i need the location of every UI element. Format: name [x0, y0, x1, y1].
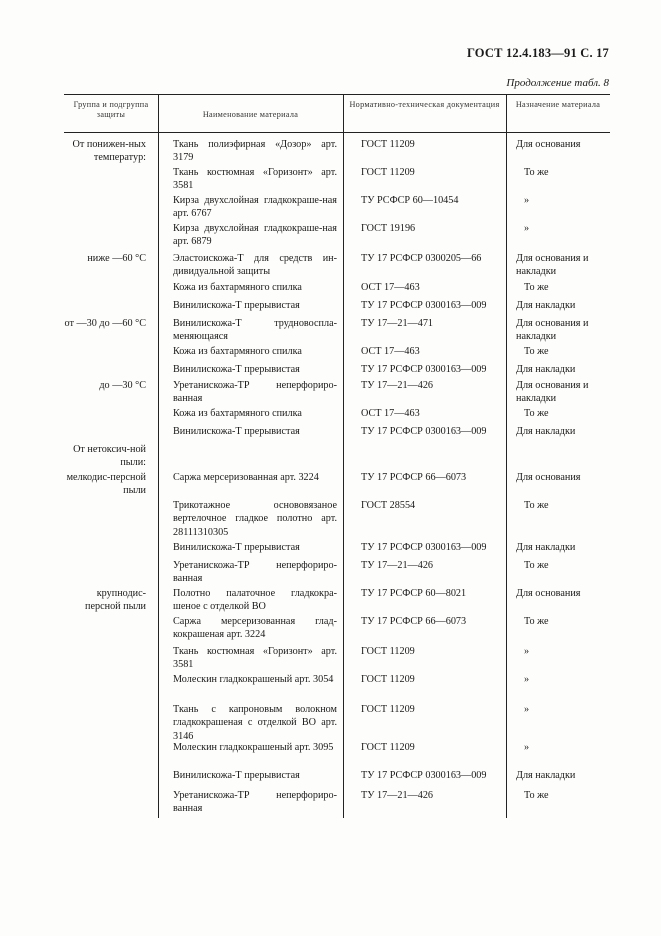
row-purpose: » — [524, 223, 530, 234]
header-purpose: Назначение материала — [515, 100, 601, 109]
row-document: ГОСТ 19196 — [361, 223, 416, 234]
row-group-cell: От понижен-ных температур: — [72, 139, 146, 164]
row-purpose: Для основания — [516, 472, 581, 483]
row-material-name: Уретанискожа-ТР неперфориро-ванная — [173, 380, 337, 405]
row-material-name: Саржа мерсеризованная глад-кокрашеная арт. 3224 — [173, 616, 337, 641]
row-purpose: » — [524, 195, 530, 206]
row-material-name: Винилискожа-Т прерывистая — [173, 770, 300, 781]
header-doc: Нормативно-техническая документация — [349, 100, 500, 109]
row-purpose: » — [524, 742, 530, 753]
row-purpose: То же — [524, 346, 549, 357]
row-document: ГОСТ 11209 — [361, 742, 415, 753]
row-purpose: Для основания — [516, 588, 581, 599]
row-document: ТУ 17—21—426 — [361, 380, 434, 391]
row-document: ТУ 17 РСФСР 0300163—009 — [361, 364, 487, 375]
row-document: ТУ 17—21—471 — [361, 318, 434, 329]
materials-table — [64, 94, 610, 818]
row-material-name: Эластоискожа-Т для средств ин-дивидуальной защиты — [173, 253, 337, 278]
column-divider — [158, 94, 159, 818]
row-material-name: Саржа мерсеризованная арт. 3224 — [173, 472, 319, 483]
row-material-name: Кожа из бахтармяного спилка — [173, 346, 302, 357]
row-material-name: Ткань костюмная «Горизонт» арт. 3581 — [173, 646, 337, 671]
row-material-name: Винилискожа-Т прерывистая — [173, 364, 300, 375]
row-document: ОСТ 17—463 — [361, 408, 420, 419]
row-purpose: Для накладки — [516, 364, 576, 375]
row-document: ТУ 17 РСФСР 0300163—009 — [361, 770, 487, 781]
row-document: ТУ РСФСР 60—10454 — [361, 195, 459, 206]
row-group-cell: до —30 °С — [99, 380, 146, 391]
page-header: ГОСТ 12.4.183—91 С. 17 — [466, 46, 609, 60]
row-material-name: Винилискожа-Т трудновоспла-меняющаяся — [173, 318, 337, 343]
row-material-name: Молескин гладкокрашеный арт. 3054 — [173, 674, 334, 685]
row-material-name: Уретанискожа-ТР неперфориро-ванная — [173, 790, 337, 815]
row-material-name: Кожа из бахтармяного спилка — [173, 408, 302, 419]
row-material-name: Ткань с капроновым волокном гладкокрашеная с отделкой ВО арт. 3146 — [173, 704, 337, 742]
row-group-cell: от —30 до —60 °С — [64, 318, 146, 329]
row-material-name: Трикотажное основовязаное вертелочное гладкое полотно арт. 28111310305 — [173, 500, 337, 538]
row-purpose: То же — [524, 616, 549, 627]
row-document: ТУ 17 РСФСР 0300163—009 — [361, 426, 487, 437]
row-purpose: » — [524, 704, 530, 715]
header-name: Наименование материала — [202, 110, 299, 119]
row-purpose: Для накладки — [516, 300, 576, 311]
row-purpose: Для накладки — [516, 542, 576, 553]
row-document: ТУ 17—21—426 — [361, 790, 434, 801]
row-material-name: Винилискожа-Т прерывистая — [173, 300, 300, 311]
header-bottom-rule — [64, 132, 610, 133]
row-purpose: То же — [524, 408, 549, 419]
row-document: ТУ 17—21—426 — [361, 560, 434, 571]
row-document: ТУ 17 РСФСР 66—6073 — [361, 616, 467, 627]
row-material-name: Винилискожа-Т прерывистая — [173, 426, 300, 437]
row-purpose: » — [524, 646, 530, 657]
row-purpose: » — [524, 674, 530, 685]
row-document: ТУ 17 РСФСР 0300163—009 — [361, 300, 487, 311]
row-purpose: Для основания и накладки — [516, 318, 589, 343]
row-purpose: Для основания и накладки — [516, 253, 589, 278]
row-group-cell: мелкодис-персной пыли — [66, 472, 146, 497]
row-document: ГОСТ 11209 — [361, 646, 415, 657]
row-purpose: То же — [524, 500, 549, 511]
row-material-name: Молескин гладкокрашеный арт. 3095 — [173, 742, 334, 753]
row-document: ТУ 17 РСФСР 66—6073 — [361, 472, 467, 483]
row-material-name: Винилискожа-Т прерывистая — [173, 542, 300, 553]
row-document: ТУ 17 РСФСР 60—8021 — [361, 588, 467, 599]
row-group-cell: крупнодис-персной пыли — [85, 588, 146, 613]
row-document: ГОСТ 11209 — [361, 139, 415, 150]
row-material-name: Ткань костюмная «Горизонт» арт. 3581 — [173, 167, 337, 192]
row-group-cell: ниже —60 °С — [87, 253, 146, 264]
row-document: ГОСТ 11209 — [361, 674, 415, 685]
row-material-name: Уретанискожа-ТР неперфориро-ванная — [173, 560, 337, 585]
row-purpose: То же — [524, 167, 549, 178]
row-material-name: Кожа из бахтармяного спилка — [173, 282, 302, 293]
row-material-name: Полотно палаточное гладкокра-шеное с отделкой ВО — [173, 588, 337, 613]
column-divider — [343, 94, 344, 818]
header-group: Группа и подгруппа защиты — [73, 100, 149, 120]
column-divider — [506, 94, 507, 818]
row-document: ГОСТ 11209 — [361, 704, 415, 715]
row-purpose: То же — [524, 790, 549, 801]
row-document: ГОСТ 11209 — [361, 167, 415, 178]
row-group-cell: От нетоксич-ной пыли: — [73, 444, 146, 469]
row-purpose: То же — [524, 560, 549, 571]
row-purpose: То же — [524, 282, 549, 293]
row-material-name: Кирза двухслойная гладкокраше-ная арт. 6767 — [173, 195, 337, 220]
row-document: ТУ 17 РСФСР 0300163—009 — [361, 542, 487, 553]
row-purpose: Для накладки — [516, 770, 576, 781]
table-continuation-label: Продолжение табл. 8 — [506, 77, 609, 89]
row-purpose: Для накладки — [516, 426, 576, 437]
row-material-name: Кирза двухслойная гладкокраше-ная арт. 6879 — [173, 223, 337, 248]
row-purpose: Для основания — [516, 139, 581, 150]
row-material-name: Ткань полиэфирная «Дозор» арт. 3179 — [173, 139, 337, 164]
row-document: ТУ 17 РСФСР 0300205—66 — [361, 253, 482, 264]
row-document: ГОСТ 28554 — [361, 500, 416, 511]
table-top-rule — [64, 94, 610, 95]
row-document: ОСТ 17—463 — [361, 282, 420, 293]
row-purpose: Для основания и накладки — [516, 380, 589, 405]
row-document: ОСТ 17—463 — [361, 346, 420, 357]
